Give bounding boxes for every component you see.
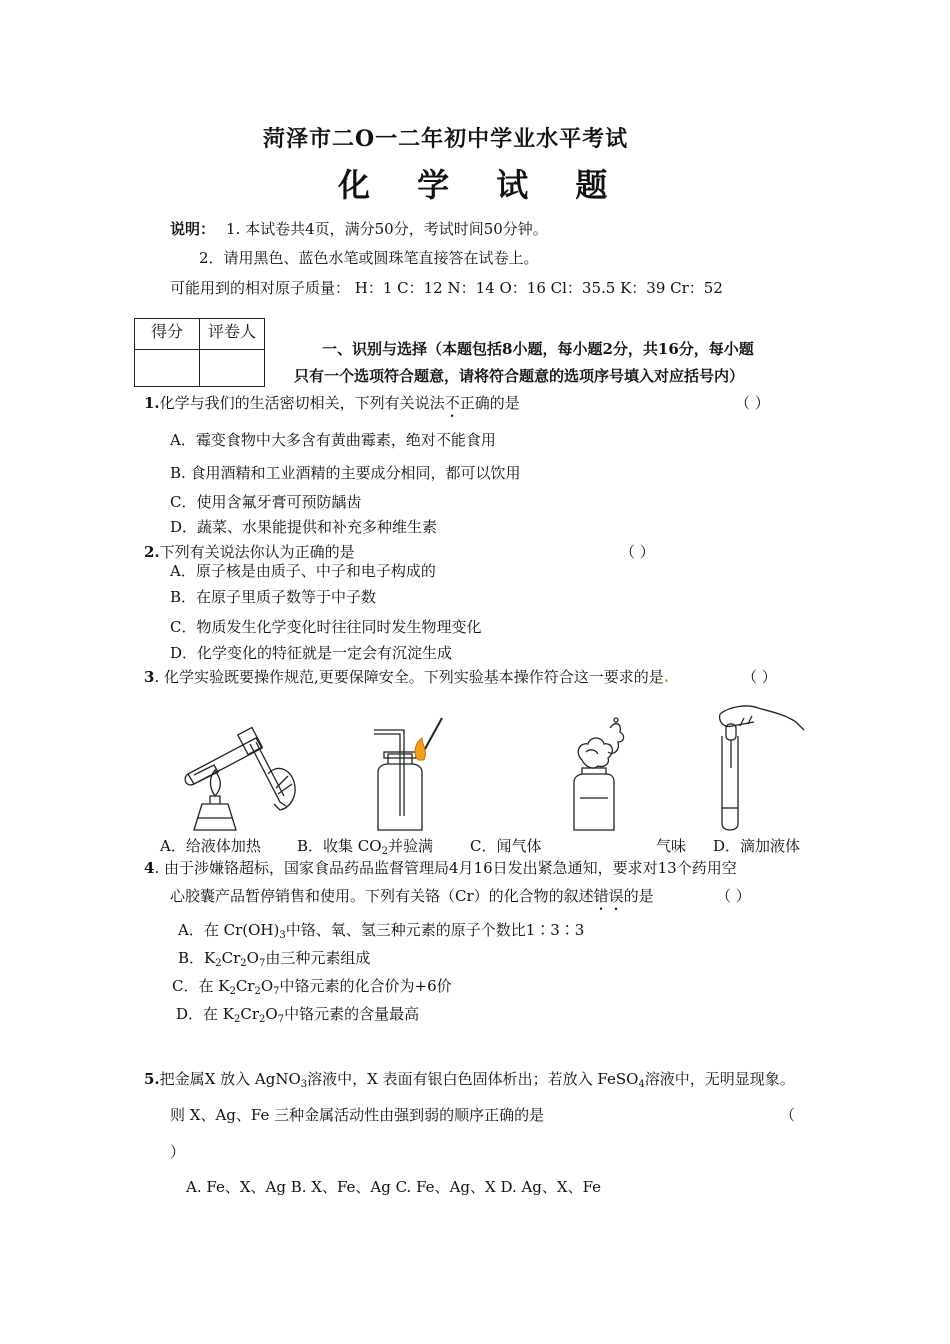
score-box: [134, 318, 265, 387]
q5-options: A. Fe、X、Ag B. X、Fe、Ag C. Fe、Ag、X D. Ag、X、Fe: [186, 1178, 602, 1196]
q3-label-d: D．滴加液体: [713, 837, 801, 855]
smelling-gas-figure: [560, 712, 645, 837]
q3-stem-text: . 化学实验既要操作规范,更要保障安全。下列实验基本操作符合这一要求的是: [154, 668, 664, 686]
q1-option-d: D．蔬菜、水果能提供和补充多种维生素: [170, 518, 438, 536]
q4-option-b: B．$K_2Cr_2O_7$由三种元素组成: [178, 949, 371, 969]
co2-collection-figure: [360, 712, 460, 837]
q4-line2-pre: 心胶囊产品暂停销售和使用。下列有关铬（Cr）的化合物的叙述: [170, 887, 594, 905]
q4-option-a: A．在 $Cr(OH)_3$中铬、氧、氢三种元素的原子个数比1∶3∶3: [178, 921, 585, 941]
q3-label-c-continued: 气味: [656, 837, 687, 855]
q2-option-b: B．在原子里质子数等于中子数: [170, 588, 377, 606]
gas-bottle: [574, 774, 614, 830]
q3-stem: [144, 667, 669, 687]
q2-answer-bracket[interactable]: （ ）: [620, 543, 655, 561]
q4-number: 4: [144, 859, 155, 877]
q5-stem-line2: 则 X、Ag、Fe 三种金属活动性由强到弱的顺序正确的是: [170, 1106, 545, 1124]
q2-number: 2.: [144, 543, 160, 561]
flame-icon: [415, 738, 425, 760]
subject-title: 化 学 试 题: [338, 166, 626, 204]
q4-answer-bracket[interactable]: （ ）: [716, 887, 751, 905]
q2-option-a: A．原子核是由质子、中子和电子构成的: [170, 562, 436, 580]
alcohol-lamp-body: [194, 804, 236, 830]
exam-title: 菏泽市二O一二年初中学业水平考试: [263, 126, 629, 152]
section1-heading-line2: 只有一个选项符合题意，请将符合题意的选项序号填入对应括号内）: [294, 367, 745, 385]
score-header: 得分: [135, 319, 200, 350]
q2-stem: [144, 542, 355, 562]
atomic-masses: 可能用到的相对原子质量： H：1 C：12 N：14 O：16 Cl：35.5 K：39 Cr：52: [170, 279, 723, 297]
q2-stem-text: 下列有关说法你认为正确的是: [159, 543, 355, 561]
section1-heading-line1: 一、识别与选择（本题包括8小题，每小题2分，共16分，每小题: [322, 340, 754, 358]
q1-option-b: B. 食用酒精和工业酒精的主要成分相同，都可以饮用: [170, 464, 521, 482]
q3-label-b-post: 并验满: [387, 837, 433, 855]
dropping-liquid-figure: [700, 700, 810, 835]
q3-number: 3: [144, 668, 155, 686]
q1-stem-pre: 化学与我们的生活密切相关，下列有关说法: [159, 394, 445, 412]
q1-option-a: A．霉变食物中大多含有黄曲霉素，绝对不能食用: [170, 431, 496, 449]
notes-item-2: 2．请用黑色、蓝色水笔或圆珠笔直接答在试卷上。: [199, 249, 539, 267]
q3-label-b: [297, 836, 433, 856]
q1-number: 1.: [144, 394, 160, 412]
q3-answer-bracket[interactable]: （ ）: [742, 668, 777, 686]
q4-emphasis: 错误: [593, 887, 624, 905]
notes-label: 说明：: [170, 220, 216, 238]
q1-stem-post: 正确的是: [459, 394, 520, 412]
score-cell[interactable]: [135, 350, 200, 387]
heating-liquid-figure: [180, 712, 305, 837]
q5-stem-line1: 5.把金属X 放入 AgNO$_3$溶液中，X 表面有银白色固体析出；若放入 FeSO$_4$溶液中，无明显现象。: [144, 1070, 795, 1090]
q3-mark: .: [663, 668, 669, 686]
q5-bracket-open[interactable]: （: [780, 1106, 796, 1124]
q4-stem-line1: [144, 858, 737, 878]
q4-option-c: C．在 $K_2Cr_2O_7$中铬元素的化合价为+6价: [172, 977, 452, 997]
q4-line2-post: 的是: [623, 887, 654, 905]
grader-header: 评卷人: [200, 319, 265, 350]
grader-cell[interactable]: [200, 350, 265, 387]
notes-item-1: 1. 本试卷共4页，满分50分，考试时间50分钟。: [226, 220, 548, 238]
q3-label-c: C．闻气体: [470, 837, 542, 855]
q1-answer-bracket[interactable]: （ ）: [735, 394, 770, 412]
q1-option-c: C．使用含氟牙膏可预防龋齿: [170, 493, 362, 511]
q1-stem: [144, 393, 520, 421]
q3-label-b-sub: 2: [381, 846, 388, 857]
q2-option-d: D．化学变化的特征就是一定会有沉淀生成: [170, 644, 453, 662]
face-profile: [608, 724, 624, 754]
q3-label-b-pre: B．收集 CO: [297, 837, 382, 855]
q2-option-c: C．物质发生化学变化时往往同时发生物理变化: [170, 618, 482, 636]
gas-vapor: [578, 738, 612, 768]
q5-bracket-close[interactable]: ）: [170, 1143, 186, 1161]
q3-label-a: A．给液体加热: [160, 837, 261, 855]
q1-emphasis: 不: [444, 394, 460, 412]
q4-stem-line2: [170, 886, 654, 914]
test-tube: [722, 736, 738, 830]
q4-option-d: D．在 $K_2Cr_2O_7$中铬元素的含量最高: [176, 1005, 420, 1025]
q5-number: 5.: [144, 1070, 160, 1088]
q4-line1-text: . 由于涉嫌铬超标，国家食品药品监督管理局4月16日发出紧急通知，要求对13个药用空: [154, 859, 737, 877]
bottle-neck: [582, 768, 606, 774]
